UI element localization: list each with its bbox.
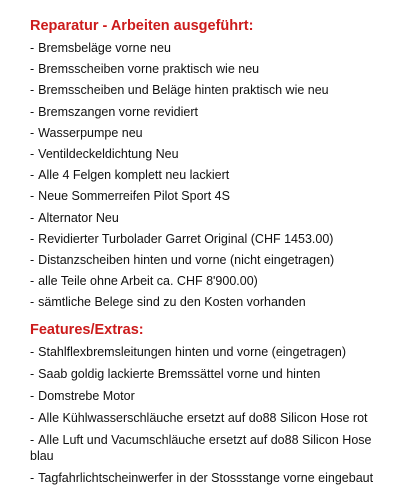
list-item: - Saab goldig lackierte Bremssättel vorne und hinten (30, 367, 321, 382)
repairs-list (30, 40, 390, 310)
list-item: - Distanzscheiben hinten und vorne (nicht eingetragen) (30, 252, 335, 267)
list-item: - Bremsbeläge vorne neu (30, 41, 171, 55)
section-heading-features: Features/Extras: (30, 322, 144, 339)
list-item: - Alternator Neu (30, 210, 119, 225)
list-item: - Bremsscheiben und Beläge hinten praktisch wie neu (30, 83, 329, 98)
list-item: - Alle Luft und Vacumschläuche ersetzt auf do88 Silicon Hose blau (30, 433, 372, 464)
list-item: - Alle Kühlwasserschläuche ersetzt auf do88 Silicon Hose rot (30, 411, 368, 426)
list-item: - alle Teile ohne Arbeit ca. CHF 8'900.00) (30, 274, 258, 289)
list-item: - sämtliche Belege sind zu den Kosten vorhanden (30, 295, 306, 310)
section-heading-repairs: Reparatur - Arbeiten ausgeführt: (30, 18, 254, 34)
list-item: - Ventildeckeldichtung Neu (30, 146, 179, 161)
list-item: - Bremszangen vorne revidiert (30, 104, 198, 119)
features-list (30, 344, 390, 486)
list-item: - Wasserpumpe neu (30, 125, 143, 140)
list-item: - Neue Sommerreifen Pilot Sport 4S (30, 189, 230, 204)
list-item: - Stahlflexbremsleitungen hinten und vorne (eingetragen) (30, 345, 347, 360)
list-item: - Bremsscheiben vorne praktisch wie neu (30, 62, 260, 77)
list-item: - Revidierter Turbolader Garret Original (CHF 1453.00) (30, 231, 334, 246)
list-item: - Alle 4 Felgen komplett neu lackiert (30, 168, 230, 183)
list-item: - Domstrebe Motor (30, 389, 135, 404)
list-item: - Tagfahrlichtscheinwerfer in der Stossstange vorne eingebaut (30, 471, 374, 486)
